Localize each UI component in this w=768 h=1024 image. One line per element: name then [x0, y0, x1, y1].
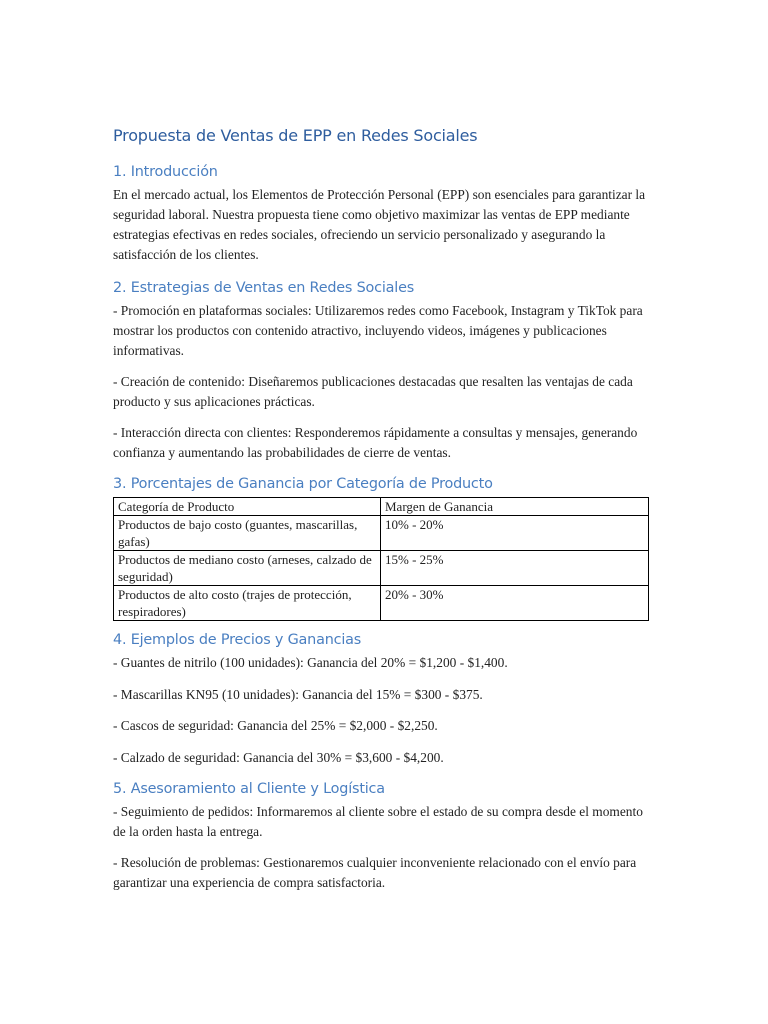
margin-table: [113, 497, 649, 621]
section-porcentajes: [113, 474, 653, 621]
paragraph: - Resolución de problemas: Gestionaremos cualquier inconveniente relacionado con el envío para garantizar una experiencia de compra satisfactoria.: [113, 855, 637, 891]
table-row: [114, 586, 649, 621]
paragraph: - Mascarillas KN95 (10 unidades): Ganancia del 15% = $300 - $375.: [113, 686, 483, 702]
paragraph: - Calzado de seguridad: Ganancia del 30% = $3,600 - $4,200.: [113, 749, 444, 765]
document-title: Propuesta de Ventas de EPP en Redes Sociales: [113, 126, 478, 145]
section-heading: 4. Ejemplos de Precios y Ganancias: [113, 632, 362, 648]
paragraph: - Guantes de nitrilo (100 unidades): Ganancia del 20% = $1,200 - $1,400.: [113, 655, 508, 670]
table-cell: Productos de mediano costo (arneses, calzado de seguridad): [114, 551, 381, 586]
table-header-cell: Categoría de Producto: [114, 498, 381, 516]
section-estrategias: [113, 278, 653, 463]
section-heading: 3. Porcentajes de Ganancia por Categoría de Producto: [113, 476, 493, 492]
paragraph: En el mercado actual, los Elementos de Protección Personal (EPP) son esenciales para garantizar la seguridad laboral. Nuestra propuesta tiene como objetivo maximizar las ventas de EPP mediante estrategias efectivas en redes sociales, ofreciendo un servicio personalizado y asegurando la satisfacción de los clientes.: [113, 187, 646, 262]
section-heading: 1. Introducción: [113, 164, 218, 180]
table-header-cell: Margen de Ganancia: [381, 498, 649, 516]
document-page: [113, 118, 653, 904]
table-cell: 20% - 30%: [381, 586, 649, 621]
paragraph: - Interacción directa con clientes: Responderemos rápidamente a consultas y mensajes, generando confianza y aumentando las probabilidades de cierre de ventas.: [113, 425, 638, 460]
table-row: [114, 551, 649, 586]
paragraph: - Seguimiento de pedidos: Informaremos al cliente sobre el estado de su compra desde el momento de la orden hasta la entrega.: [113, 804, 643, 840]
table-row: [114, 516, 649, 551]
section-ejemplos: [113, 630, 653, 768]
table-cell: Productos de bajo costo (guantes, mascarillas, gafas): [114, 516, 381, 551]
table-header-row: [114, 498, 649, 516]
section-heading: 2. Estrategias de Ventas en Redes Sociales: [113, 280, 415, 296]
section-introduccion: [113, 162, 653, 265]
table-cell: Productos de alto costo (trajes de protección, respiradores): [114, 586, 381, 621]
table-cell: 10% - 20%: [381, 516, 649, 551]
paragraph: - Creación de contenido: Diseñaremos publicaciones destacadas que resalten las ventajas de cada producto y sus aplicaciones prácticas.: [113, 374, 633, 409]
paragraph: - Promoción en plataformas sociales: Utilizaremos redes como Facebook, Instagram y TikTok para mostrar los productos con contenido atractivo, incluyendo videos, imágenes y publicaciones informativas.: [113, 303, 643, 358]
paragraph: - Cascos de seguridad: Ganancia del 25% = $2,000 - $2,250.: [113, 718, 438, 734]
section-asesoramiento: [113, 779, 653, 893]
section-heading: 5. Asesoramiento al Cliente y Logística: [113, 781, 385, 798]
table-cell: 15% - 25%: [381, 551, 649, 586]
